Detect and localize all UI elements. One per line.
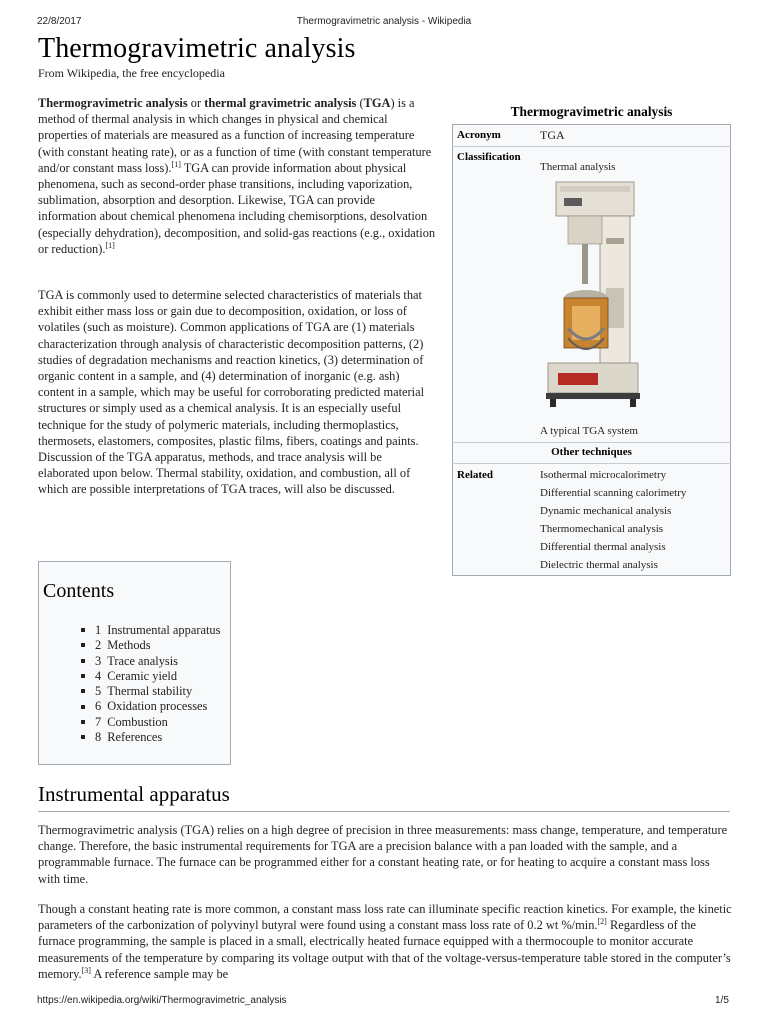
infobox-other-techniques: Other techniques xyxy=(551,446,632,458)
infobox-divider xyxy=(452,442,731,443)
table-of-contents xyxy=(38,561,231,765)
print-date: 22/8/2017 xyxy=(37,16,82,27)
related-technique-link[interactable]: Dielectric thermal analysis xyxy=(540,558,658,571)
toc-item-8[interactable] xyxy=(81,730,220,745)
infobox-classification-value[interactable]: Thermal analysis xyxy=(540,161,616,173)
related-technique-link[interactable]: Isothermal microcalorimetry xyxy=(540,469,667,481)
toc-heading: Contents xyxy=(43,580,115,602)
toc-item-number: 4 xyxy=(95,668,102,683)
intro-or: or xyxy=(187,96,205,110)
page-subtitle: From Wikipedia, the free encyclopedia xyxy=(38,66,225,80)
instrumental-text-c: A reference sample may be xyxy=(90,966,229,981)
bullet-icon xyxy=(81,735,85,739)
toc-item-6[interactable] xyxy=(81,699,220,714)
bullet-icon xyxy=(81,720,85,724)
toc-item-1[interactable] xyxy=(81,623,220,638)
instrumental-text-a: Though a constant heating rate is more common, a constant mass loss rate can illuminate specific reaction kinetics. For example, the kinetic parameters of the carbonization of polyvinyl butyral were found using a constant mass loss rate of 0.2 wt %/min. xyxy=(38,902,732,933)
ref-2[interactable]: [2] xyxy=(597,917,607,927)
toc-item-label[interactable]: Thermal stability xyxy=(107,684,193,699)
related-technique-link[interactable]: Differential scanning calorimetry xyxy=(540,486,687,499)
toc-item-label[interactable]: References xyxy=(107,730,163,745)
paragraph-instrumental-1: Thermogravimetric analysis (TGA) relies on a high degree of precision in three measurements: mass change, temperature, and temperature change. Therefore, the basic instrumental requirements for TGA are a precision balance with a pan loaded with the sample, and a programmable furnace. The furnace can be programmed either for a constant heating rate, or for heating to acquire a constant mass loss with time. xyxy=(38,823,728,886)
related-technique-link[interactable]: Thermomechanical analysis xyxy=(540,522,664,535)
page-title: Thermogravimetric analysis xyxy=(38,33,356,64)
intro-text-2: TGA can provide information about physical phenomena, such as second-order phase transitions, including vaporization, sublimation, absorption and desorption. Likewise, TGA can provide information about chemical phenomena including chemisorptions, desolvation (especially dehydration), decomposition, and solid-gas reactions (e.g., oxidation or reduction). xyxy=(38,160,436,256)
infobox-acronym-label: Acronym xyxy=(457,129,501,141)
section-divider xyxy=(38,811,730,812)
toc-item-number: 7 xyxy=(95,714,102,729)
intro-text-1: ) is a method of thermal analysis in which changes in physical and chemical properties of materials are measured as a function of increasing temperature (with constant heating rate), or as a function of time (with constant temperature and/or constant mass loss). xyxy=(38,96,432,175)
term-abbr: TGA xyxy=(363,96,391,110)
ref-1[interactable]: [1] xyxy=(171,159,181,169)
toc-item-label[interactable]: Combustion xyxy=(107,714,168,729)
related-technique-link[interactable]: Dynamic mechanical analysis xyxy=(540,504,672,517)
intro-paragraph xyxy=(38,95,436,257)
toc-item-2[interactable] xyxy=(81,638,220,653)
bullet-icon xyxy=(81,689,85,693)
print-page-title: Thermogravimetric analysis - Wikipedia xyxy=(296,16,472,27)
ref-1b[interactable]: [1] xyxy=(105,240,115,250)
toc-item-label[interactable]: Instrumental apparatus xyxy=(107,623,221,637)
toc-item-label[interactable]: Methods xyxy=(107,638,151,653)
toc-item-number: 5 xyxy=(95,684,102,699)
bullet-icon xyxy=(81,705,85,709)
print-page-number: 1/5 xyxy=(715,995,729,1006)
instrumental-text-b: Regardless of the furnace programming, the sample is placed in a small, electrically heated furnace equipped with a thermocouple to monitor accurate measurements of the temperature by comparing its voltage output with that of the voltage-versus-temperature table stored in the computer’s memory. xyxy=(38,918,731,981)
infobox-related-list xyxy=(540,467,686,574)
bullet-icon xyxy=(81,628,85,632)
infobox-title: Thermogravimetric analysis xyxy=(510,104,673,119)
infobox-classification-label: Classification xyxy=(457,151,521,163)
paragraph-applications: TGA is commonly used to determine selected characteristics of materials that exhibit either mass loss or gain due to decomposition, oxidation, or loss of volatiles (such as moisture). Common applications of TGA are (1) materials characterization through analysis of characteristic decomposition patterns, (2) studies of degradation mechanisms and reaction kinetics, (3) determination of organic content in a sample, and (4) determination of inorganic (e.g. ash) content in a sample, which may be useful for corroborating predicted material structures or simply used as a chemical analysis. It is an especially useful technique for the study of polymeric materials, including thermoplastics, thermosets, elastomers, composites, plastic films, fibers, coatings and paints. Discussion of the TGA apparatus, methods, and trace analysis will be elaborated upon below. Thermal stability, oxidation, and combustion, all of which are possible interpretations of TGA traces, will also be discussed. xyxy=(38,288,425,497)
tga-system-image xyxy=(538,178,648,413)
bullet-icon xyxy=(81,674,85,678)
infobox-related-label: Related xyxy=(457,469,494,481)
toc-item-label[interactable]: Trace analysis xyxy=(107,653,178,668)
term-thermal-gravimetric: thermal gravimetric analysis xyxy=(204,96,357,110)
infobox-acronym-value: TGA xyxy=(540,128,565,142)
toc-item-5[interactable] xyxy=(81,684,220,699)
section-heading-instrumental-apparatus: Instrumental apparatus xyxy=(38,782,230,806)
paragraph-instrumental-2 xyxy=(38,901,732,982)
toc-item-number: 6 xyxy=(95,699,102,714)
toc-item-7[interactable] xyxy=(81,715,220,730)
bullet-icon xyxy=(81,659,85,663)
toc-item-number: 1 xyxy=(95,623,102,637)
toc-item-label[interactable]: Oxidation processes xyxy=(107,699,208,714)
related-technique-link[interactable]: Differential thermal analysis xyxy=(540,540,666,553)
intro-paren: ( xyxy=(356,96,364,110)
toc-item-label[interactable]: Ceramic yield xyxy=(107,668,178,683)
infobox-divider xyxy=(452,463,731,464)
toc-item-4[interactable] xyxy=(81,669,220,684)
toc-list xyxy=(81,623,220,745)
infobox-image-caption: A typical TGA system xyxy=(540,425,638,437)
toc-item-number: 2 xyxy=(95,638,102,653)
toc-item-number: 8 xyxy=(95,730,102,745)
ref-3[interactable]: [3] xyxy=(81,965,91,975)
print-url[interactable]: https://en.wikipedia.org/wiki/Thermogravimetric_analysis xyxy=(37,995,287,1006)
toc-item-3[interactable] xyxy=(81,654,220,669)
term-tga: Thermogravimetric analysis xyxy=(38,96,188,110)
bullet-icon xyxy=(81,643,85,647)
infobox-divider xyxy=(452,146,731,147)
toc-item-number: 3 xyxy=(95,653,102,668)
